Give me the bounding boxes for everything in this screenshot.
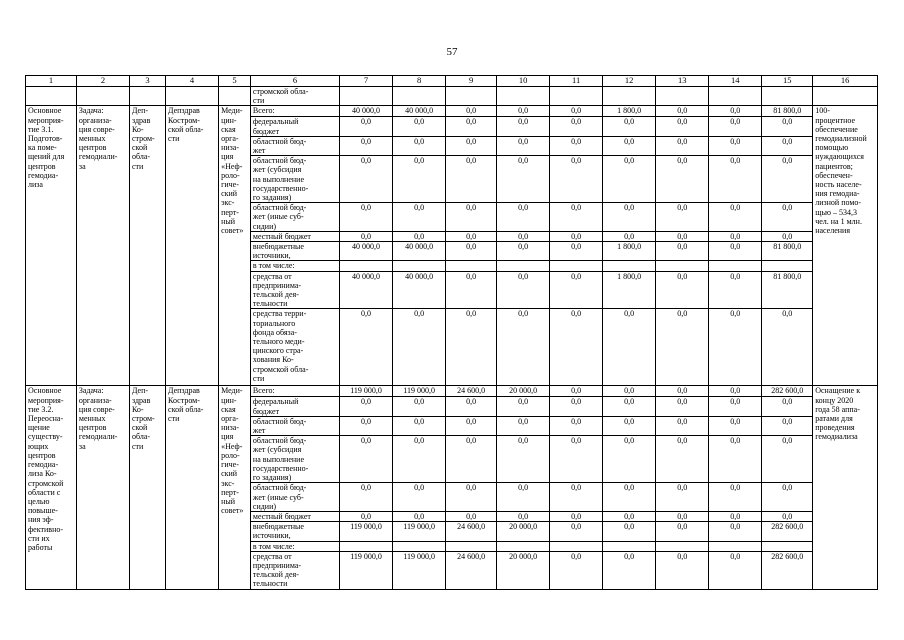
expected-result: Оснащение к концу 2020 года 58 аппа- ратами для проведения гемодиализа [813,386,878,589]
amount-col-14: 0,0 [709,551,762,589]
executor: Деп- здрав Ко- стром- ской обла- сти [129,106,165,386]
funding-source: федеральный бюджет [250,117,339,136]
amount-col-11: 0,0 [550,386,603,397]
partner: Меди- цин- ская орга- низа- ция «Неф- роло- гиче- ский экс- перт- ный совет» [219,106,251,386]
amount-col-15: 282 600,0 [762,551,813,589]
amount-col-9: 0,0 [446,483,497,512]
partner: Меди- цин- ская орга- низа- ция «Неф- роло- гиче- ский экс- перт- ный совет» [219,386,251,589]
amount-col-14 [709,541,762,551]
funding-source: местный бюджет [250,511,339,521]
amount-col-7: 0,0 [340,136,393,155]
amount-col-10 [497,261,550,271]
amount-col-14: 0,0 [709,397,762,416]
amount-col-8: 119 000,0 [393,551,446,589]
amount-col-13: 0,0 [656,231,709,241]
amount-col-15 [762,261,813,271]
amount-col-8: 0,0 [393,436,446,483]
amount-col-15: 0,0 [762,436,813,483]
continuation-empty-cell [446,87,497,106]
funding-source: областной бюд- жет [250,416,339,435]
amount-col-7: 40 000,0 [340,106,393,117]
amount-col-15: 0,0 [762,416,813,435]
amount-col-10: 20 000,0 [497,522,550,541]
amount-col-8: 0,0 [393,203,446,232]
amount-col-10: 0,0 [497,436,550,483]
amount-col-11: 0,0 [550,117,603,136]
amount-col-12: 1 800,0 [603,242,656,261]
event-name: Основное мероприя- тие 3.2. Переосна- щение существу- ющих центров гемодиа- лиза Ко- стромской области с целью повыше- ния эф- фективно- сти их работы [26,386,77,589]
amount-col-7: 119 000,0 [340,551,393,589]
amount-col-12: 0,0 [603,522,656,541]
expected-result: 100- процентное обеспечение гемодиализной помощью нуждающихся пациентов; обеспечен- ность населе- ния гемодиа- лизной помо- щью – 534,3 чел. на 1 млн. населения [813,106,878,386]
amount-col-11: 0,0 [550,231,603,241]
amount-col-10: 0,0 [497,106,550,117]
column-number-14: 14 [709,76,762,87]
amount-col-13: 0,0 [656,522,709,541]
amount-col-8: 0,0 [393,156,446,203]
column-number-5: 5 [219,76,251,87]
amount-col-14: 0,0 [709,203,762,232]
amount-col-14: 0,0 [709,136,762,155]
funding-source: Всего: [250,386,339,397]
column-number-9: 9 [446,76,497,87]
amount-col-10: 0,0 [497,416,550,435]
funding-source: областной бюд- жет (субсидия на выполнение государственно- го задания) [250,436,339,483]
amount-col-10: 20 000,0 [497,551,550,589]
column-number-6: 6 [250,76,339,87]
amount-col-11: 0,0 [550,242,603,261]
amount-col-11: 0,0 [550,136,603,155]
amount-col-7: 0,0 [340,117,393,136]
amount-col-8: 0,0 [393,483,446,512]
amount-col-14: 0,0 [709,386,762,397]
amount-col-14: 0,0 [709,117,762,136]
continuation-empty-cell [762,87,813,106]
amount-col-9: 0,0 [446,106,497,117]
amount-col-9: 0,0 [446,436,497,483]
amount-col-8: 0,0 [393,511,446,521]
amount-col-13 [656,541,709,551]
amount-col-12: 1 800,0 [603,271,656,309]
amount-col-10: 0,0 [497,511,550,521]
continuation-empty-cell [393,87,446,106]
amount-col-13: 0,0 [656,271,709,309]
column-number-4: 4 [166,76,219,87]
amount-col-8: 0,0 [393,117,446,136]
budget-row [26,386,878,397]
customer: Депздрав Костром- ской обла- сти [166,106,219,386]
continuation-empty-cell [166,87,219,106]
amount-col-11: 0,0 [550,106,603,117]
amount-col-13: 0,0 [656,397,709,416]
amount-col-14: 0,0 [709,231,762,241]
amount-col-13: 0,0 [656,203,709,232]
amount-col-13: 0,0 [656,511,709,521]
amount-col-11: 0,0 [550,551,603,589]
amount-col-10: 20 000,0 [497,386,550,397]
amount-col-11: 0,0 [550,271,603,309]
amount-col-12: 0,0 [603,309,656,386]
program-activities-table [25,75,878,590]
amount-col-14: 0,0 [709,106,762,117]
continuation-empty-cell [709,87,762,106]
amount-col-13 [656,261,709,271]
amount-col-15 [762,541,813,551]
column-number-16: 16 [813,76,878,87]
amount-col-9: 24 600,0 [446,522,497,541]
column-number-2: 2 [76,76,129,87]
amount-col-7: 0,0 [340,511,393,521]
column-number-12: 12 [603,76,656,87]
amount-col-12: 1 800,0 [603,106,656,117]
amount-col-13: 0,0 [656,117,709,136]
funding-source: средства от предпринима- тельской дея- тельности [250,271,339,309]
funding-source: внебюджетные источники, [250,242,339,261]
amount-col-11: 0,0 [550,436,603,483]
amount-col-14: 0,0 [709,156,762,203]
amount-col-7: 0,0 [340,231,393,241]
continuation-empty-cell [76,87,129,106]
amount-col-7: 119 000,0 [340,386,393,397]
page-number: 57 [446,46,458,58]
funding-source: внебюджетные источники, [250,522,339,541]
amount-col-11: 0,0 [550,416,603,435]
amount-col-8: 0,0 [393,309,446,386]
amount-col-9: 0,0 [446,242,497,261]
funding-source: Всего: [250,106,339,117]
amount-col-12: 0,0 [603,136,656,155]
continuation-source: стромской обла- сти [250,87,339,106]
amount-col-10: 0,0 [497,271,550,309]
amount-col-10: 0,0 [497,203,550,232]
amount-col-15: 282 600,0 [762,386,813,397]
amount-col-7: 40 000,0 [340,242,393,261]
column-number-13: 13 [656,76,709,87]
amount-col-14: 0,0 [709,483,762,512]
amount-col-13: 0,0 [656,136,709,155]
amount-col-15: 0,0 [762,309,813,386]
amount-col-7: 0,0 [340,416,393,435]
column-number-7: 7 [340,76,393,87]
amount-col-15: 81 800,0 [762,242,813,261]
amount-col-13: 0,0 [656,386,709,397]
amount-col-15: 81 800,0 [762,106,813,117]
amount-col-9: 0,0 [446,416,497,435]
amount-col-13: 0,0 [656,106,709,117]
amount-col-8 [393,261,446,271]
amount-col-12: 0,0 [603,436,656,483]
amount-col-10 [497,541,550,551]
amount-col-15: 81 800,0 [762,271,813,309]
amount-col-10: 0,0 [497,483,550,512]
continuation-empty-cell [340,87,393,106]
amount-col-13: 0,0 [656,309,709,386]
amount-col-11 [550,261,603,271]
amount-col-14: 0,0 [709,436,762,483]
amount-col-12: 0,0 [603,386,656,397]
amount-col-8: 40 000,0 [393,106,446,117]
amount-col-8 [393,541,446,551]
amount-col-12: 0,0 [603,117,656,136]
continuation-empty-cell [603,87,656,106]
column-number-row [26,76,878,87]
column-number-15: 15 [762,76,813,87]
task: Задача: организа- ция совре- менных центров гемодиали- за [76,106,129,386]
event-name: Основное мероприя- тие 3.1. Подготов- ка поме- щений для центров гемодиа- лиза [26,106,77,386]
amount-col-14: 0,0 [709,309,762,386]
amount-col-11: 0,0 [550,397,603,416]
continuation-empty-cell [26,87,77,106]
amount-col-15: 0,0 [762,117,813,136]
amount-col-7: 0,0 [340,203,393,232]
funding-source: федеральный бюджет [250,397,339,416]
continuation-empty-cell [129,87,165,106]
amount-col-10: 0,0 [497,156,550,203]
continuation-empty-cell [656,87,709,106]
amount-col-15: 0,0 [762,231,813,241]
funding-source: в том числе: [250,261,339,271]
funding-source: областной бюд- жет [250,136,339,155]
amount-col-14: 0,0 [709,511,762,521]
amount-col-9: 0,0 [446,117,497,136]
funding-source: средства от предпринима- тельской дея- тельности [250,551,339,589]
amount-col-8: 40 000,0 [393,271,446,309]
amount-col-7: 0,0 [340,436,393,483]
amount-col-9: 0,0 [446,309,497,386]
amount-col-9: 0,0 [446,136,497,155]
continuation-empty-cell [550,87,603,106]
amount-col-12: 0,0 [603,416,656,435]
amount-col-12: 0,0 [603,511,656,521]
amount-col-14: 0,0 [709,242,762,261]
amount-col-11: 0,0 [550,511,603,521]
amount-col-11: 0,0 [550,522,603,541]
amount-col-9: 24 600,0 [446,551,497,589]
amount-col-10: 0,0 [497,309,550,386]
funding-source: областной бюд- жет (иные суб- сидии) [250,483,339,512]
amount-col-11: 0,0 [550,309,603,386]
column-number-1: 1 [26,76,77,87]
executor: Деп- здрав Ко- стром- ской обла- сти [129,386,165,589]
amount-col-15: 0,0 [762,156,813,203]
amount-col-9: 24 600,0 [446,386,497,397]
amount-col-9 [446,541,497,551]
amount-col-13: 0,0 [656,483,709,512]
amount-col-12 [603,541,656,551]
amount-col-12 [603,261,656,271]
amount-col-8: 0,0 [393,136,446,155]
amount-col-15: 0,0 [762,397,813,416]
amount-col-11: 0,0 [550,483,603,512]
amount-col-12: 0,0 [603,156,656,203]
amount-col-8: 119 000,0 [393,522,446,541]
amount-col-10: 0,0 [497,397,550,416]
funding-source: местный бюджет [250,231,339,241]
amount-col-7: 40 000,0 [340,271,393,309]
amount-col-15: 282 600,0 [762,522,813,541]
funding-source: областной бюд- жет (субсидия на выполнение государственно- го задания) [250,156,339,203]
funding-source: средства терри- ториального фонда обяза- тельного меди- цинского стра- хования Ко- стромской обла- сти [250,309,339,386]
amount-col-7: 119 000,0 [340,522,393,541]
amount-col-14: 0,0 [709,416,762,435]
amount-col-12: 0,0 [603,483,656,512]
amount-col-13: 0,0 [656,242,709,261]
amount-col-15: 0,0 [762,136,813,155]
amount-col-15: 0,0 [762,511,813,521]
column-number-3: 3 [129,76,165,87]
amount-col-14: 0,0 [709,522,762,541]
amount-col-7 [340,541,393,551]
amount-col-13: 0,0 [656,551,709,589]
task: Задача: организа- ция совре- менных центров гемодиали- за [76,386,129,589]
column-number-11: 11 [550,76,603,87]
column-number-8: 8 [393,76,446,87]
amount-col-8: 0,0 [393,416,446,435]
amount-col-8: 0,0 [393,397,446,416]
amount-col-12: 0,0 [603,551,656,589]
amount-col-12: 0,0 [603,231,656,241]
amount-col-13: 0,0 [656,156,709,203]
amount-col-13: 0,0 [656,436,709,483]
amount-col-10: 0,0 [497,136,550,155]
continuation-empty-cell [813,87,878,106]
continuation-empty-cell [219,87,251,106]
amount-col-9: 0,0 [446,231,497,241]
funding-source: областной бюд- жет (иные суб- сидии) [250,203,339,232]
amount-col-15: 0,0 [762,483,813,512]
budget-row [26,106,878,117]
column-number-10: 10 [497,76,550,87]
amount-col-14: 0,0 [709,271,762,309]
continuation-row [26,87,878,106]
amount-col-9: 0,0 [446,397,497,416]
amount-col-14 [709,261,762,271]
customer: Депздрав Костром- ской обла- сти [166,386,219,589]
amount-col-10: 0,0 [497,117,550,136]
amount-col-7: 0,0 [340,309,393,386]
funding-source: в том числе: [250,541,339,551]
amount-col-7: 0,0 [340,483,393,512]
amount-col-8: 0,0 [393,231,446,241]
amount-col-9: 0,0 [446,271,497,309]
amount-col-12: 0,0 [603,397,656,416]
amount-col-9: 0,0 [446,203,497,232]
amount-col-12: 0,0 [603,203,656,232]
amount-col-11: 0,0 [550,203,603,232]
amount-col-10: 0,0 [497,231,550,241]
amount-col-9: 0,0 [446,156,497,203]
amount-col-7: 0,0 [340,156,393,203]
amount-col-8: 119 000,0 [393,386,446,397]
amount-col-11 [550,541,603,551]
amount-col-7 [340,261,393,271]
amount-col-10: 0,0 [497,242,550,261]
amount-col-7: 0,0 [340,397,393,416]
continuation-empty-cell [497,87,550,106]
amount-col-9: 0,0 [446,511,497,521]
amount-col-9 [446,261,497,271]
amount-col-13: 0,0 [656,416,709,435]
amount-col-11: 0,0 [550,156,603,203]
amount-col-15: 0,0 [762,203,813,232]
amount-col-8: 40 000,0 [393,242,446,261]
